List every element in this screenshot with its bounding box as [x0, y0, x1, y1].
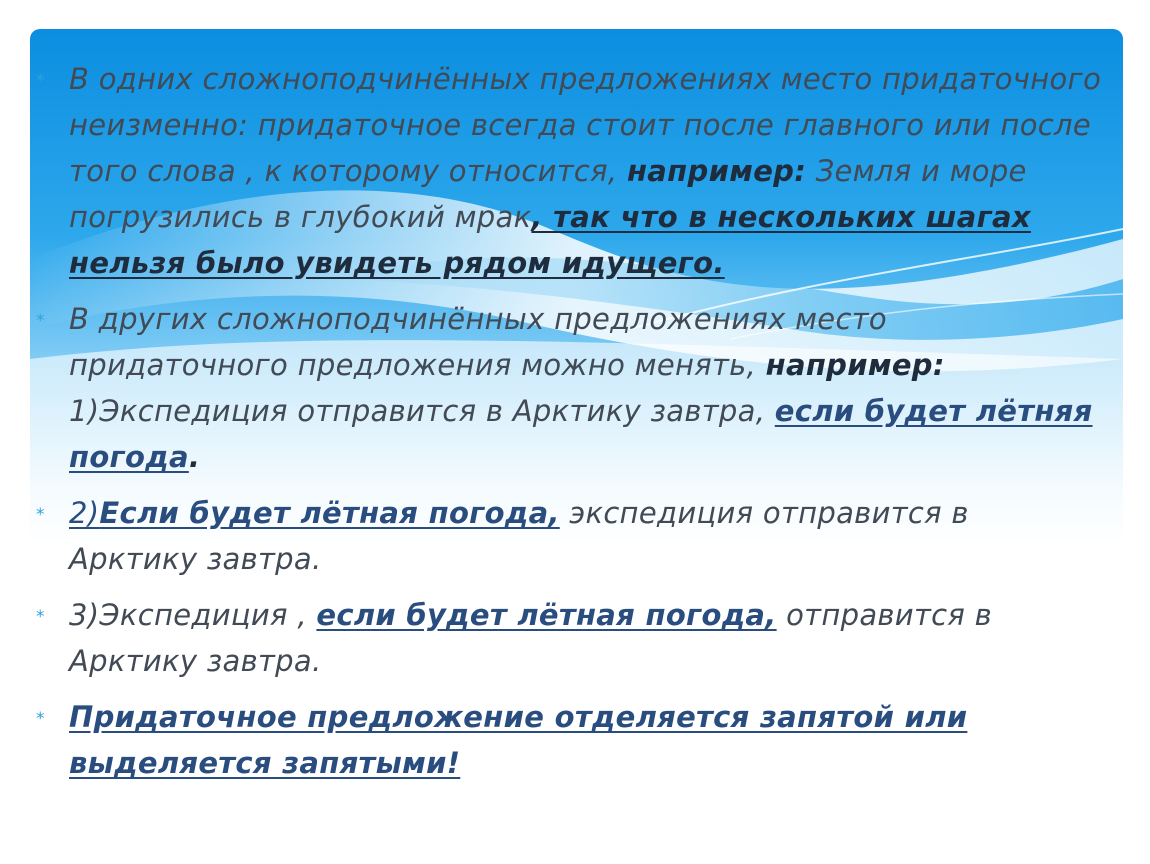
bullet-item-5 [36, 694, 1106, 786]
item-4-start: 3)Экспедиция , [69, 598, 317, 632]
item-1-text: В одних сложноподчинённых предложениях место придаточного неизменно: придаточное всегда стоит после главного или после того слова , к которому относится, [69, 62, 1102, 188]
asterisk-bullet-icon: * [36, 71, 45, 91]
item-4-end: отправится в Арктику завтра. [69, 598, 993, 678]
item-3-clause: Если будет лётная погода, [99, 496, 560, 530]
item-2-example-clause: если будет лётняя погода [69, 394, 1093, 474]
item-1-example-main: Земля и море погрузились в глубокий мрак [69, 154, 1027, 234]
asterisk-bullet-icon: * [36, 505, 45, 525]
item-2-period: . [188, 440, 201, 474]
bullet-list [36, 56, 1106, 796]
bullet-item-3 [36, 490, 1106, 582]
asterisk-bullet-icon: * [36, 709, 45, 729]
bullet-item-2 [36, 296, 1106, 480]
item-2-example-label: например: [765, 348, 945, 382]
bullet-item-4 [36, 592, 1106, 684]
item-2-text: В других сложноподчинённых предложениях место придаточного предложения можно менять, [69, 302, 887, 382]
item-2-example-main: 1)Экспедиция отправится в Арктику завтра, [69, 394, 775, 428]
bullet-item-1 [36, 56, 1106, 286]
asterisk-bullet-icon: * [36, 311, 45, 331]
item-3-number: 2) [69, 496, 100, 530]
item-1-example-label: например: [626, 154, 807, 188]
item-4-clause: если будет лётная погода, [316, 598, 777, 632]
asterisk-bullet-icon: * [36, 607, 45, 627]
item-5-rule: Придаточное предложение отделяется запятой или выделяется запятыми! [69, 700, 968, 780]
item-1-example-clause: , так что в нескольких шагах нельзя было увидеть рядом идущего. [69, 200, 1031, 280]
item-3-main: экспедиция отправится в Арктику завтра. [69, 496, 969, 576]
